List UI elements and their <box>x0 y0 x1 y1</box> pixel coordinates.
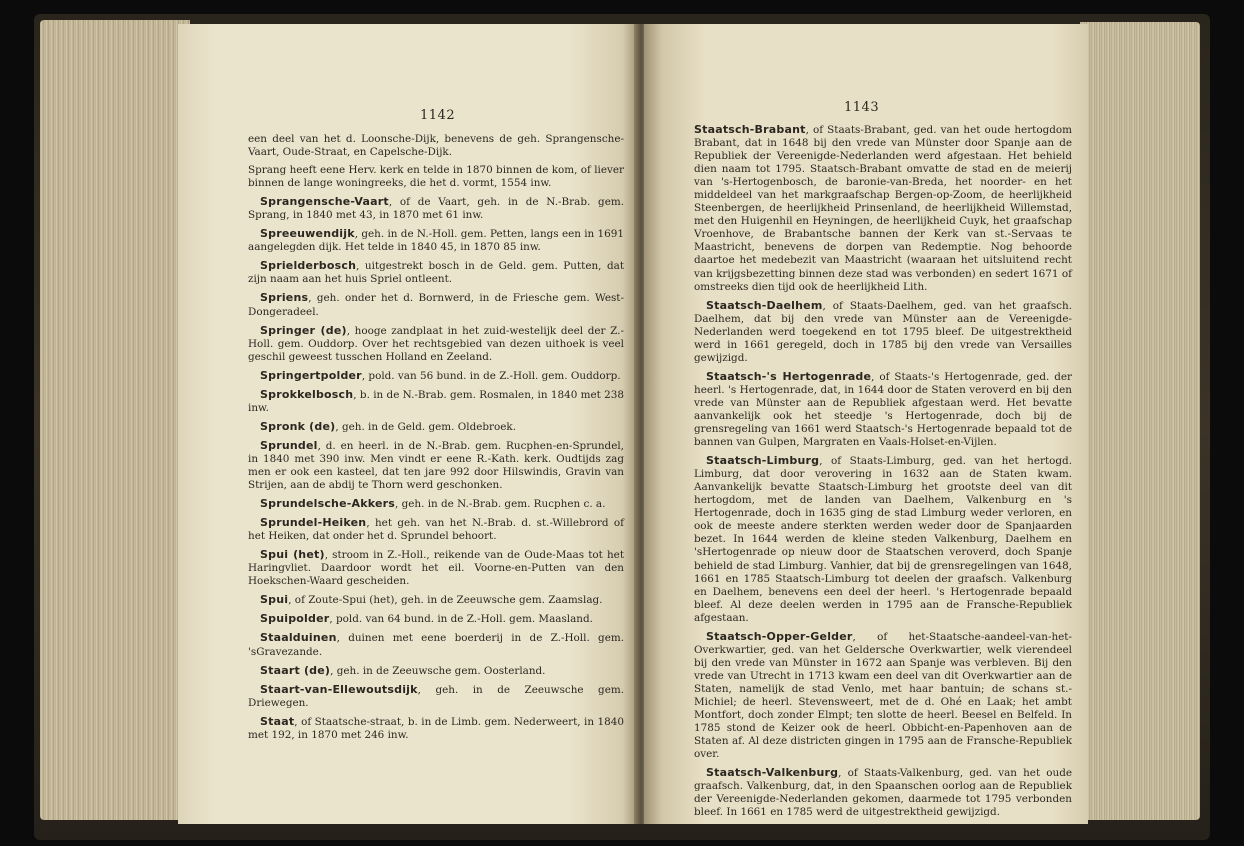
page-edges-right <box>1080 22 1200 820</box>
entry-headword: Staatsch-Daelhem <box>706 298 823 312</box>
dictionary-entry <box>248 664 624 678</box>
entry-text: , geh. in de N.-Brab. gem. Rucphen c. a. <box>395 498 606 511</box>
entry-headword: Staatsch-'s Hertogenrade <box>706 369 872 383</box>
right-page <box>644 24 1088 824</box>
entry-text: , geh. in de Geld. gem. Oldebroek. <box>335 420 517 433</box>
entry-headword: Springer (de) <box>260 323 347 337</box>
entry-headword: Springertpolder <box>260 368 362 382</box>
dictionary-entry <box>248 516 624 543</box>
page-edges-left <box>40 20 190 820</box>
entry-text: , het geh. van het N.-Brab. d. st.-Willebrord of het Heiken, dat onder het d. Sprundel behoort. <box>248 517 624 543</box>
dictionary-entry <box>248 133 624 159</box>
entry-text: , of Zoute-Spui (het), geh. in de Zeeuwsche gem. Zaamslag. <box>288 594 603 607</box>
entry-text: , pold. van 64 bund. in de Z.-Holl. gem. Maasland. <box>329 613 593 626</box>
entry-headword: Sprielderbosch <box>260 259 357 273</box>
dictionary-entry <box>248 259 624 286</box>
dictionary-entry <box>694 370 1072 449</box>
entry-headword: Staart (de) <box>260 663 331 677</box>
dictionary-entry <box>248 420 624 434</box>
entry-headword: Spreeuwendijk <box>260 227 355 241</box>
entry-headword: Staatsch-Opper-Gelder <box>706 629 853 643</box>
dictionary-entry <box>694 299 1072 365</box>
entry-text: , of Staats-'s Hertogenrade, ged. der heerl. 's Hertogenrade, dat, in 1644 door de Staten veroverd en bij den vrede van Münster aan de Republiek afgestaan werd. Het bevatte aanvankelijk ook het steedje 's Hertogenrade, doch bij de grensregeling van 1661 werd Staatsch-'s Hertogenrade bepaald tot de bannen van Gulpen, Margraten en Vaals-Holset-en-Vijlen. <box>694 370 1072 449</box>
entry-text: , uitgestrekt bosch in de Geld. gem. Putten, dat zijn naam aan het huis Spriel ontleent. <box>248 260 624 286</box>
dictionary-entry <box>248 548 624 588</box>
entry-text: , of Staats-Limburg, ged. van het hertogd. Limburg, dat door verovering in 1632 aan de Staten kwam. Aanvankelijk bevatte Staatsch-Limburg het grootste deel van dit hertogdom, met de landen van Daelhem, Valkenburg en 's Hertogenrade, doch in 1635 ging de stad Limburg weder verloren, en ook de meeste andere sterkten werden weder door de Spanjaarden bezet. In 1644 werden de kleine steden Valkenburg, Daelhem en 'sHertogenrade op nieuw door de Staatschen veroverd, doch Spanje behield de stad Limburg. Vanhier, dat bij de grensregelingen van 1648, 1661 en 1785 Staatsch-Limburg tot deelen der graafsch. Valkenburg en Daelhem, benevens een deel der heerl. 's Hertogenrade bepaald bleef. Al deze deelen werden in 1795 aan de Fransche-Republiek afgestaan. <box>694 455 1072 624</box>
entry-text: , b. in de N.-Brab. gem. Rosmalen, in 1840 met 238 inw. <box>248 388 624 414</box>
dictionary-entry <box>248 631 624 658</box>
dictionary-entry <box>248 683 624 710</box>
entry-text: een deel van het d. Loonsche-Dijk, benevens de geh. Sprangensche-Vaart, Oude-Straat, en Capelsche-Dijk. <box>248 133 624 159</box>
entry-headword: Staat <box>260 714 295 728</box>
dictionary-entry <box>248 164 624 190</box>
entry-headword: Spui (het) <box>260 548 325 562</box>
entry-text: , d. en heerl. in de N.-Brab. gem. Rucphen-en-Sprundel, in 1840 met 390 inw. Men vindt er eene R.-Kath. kerk. Oudtijds zag men er ook een kasteel, dat ten jare 992 door Hilswindis, Gravin van Strijen, aan de abdij te Thorn werd geschonken. <box>248 439 624 492</box>
page-number: 1142 <box>420 108 456 123</box>
entry-headword: Staalduinen <box>260 631 337 645</box>
entry-headword: Staatsch-Brabant <box>694 123 806 136</box>
entry-text: , of Staatsche-straat, b. in de Limb. gem. Nederweert, in 1840 met 192, in 1870 met 246 inw. <box>248 715 624 741</box>
entry-headword: Sprundel <box>260 438 318 452</box>
dictionary-entry <box>248 715 624 742</box>
entry-headword: Spuipolder <box>260 612 330 626</box>
dictionary-entry <box>248 439 624 492</box>
dictionary-entry <box>248 195 624 222</box>
dictionary-entry <box>694 454 1072 625</box>
entry-headword: Spronk (de) <box>260 419 336 433</box>
entry-headword: Sprundelsche-Akkers <box>260 497 395 511</box>
left-page <box>178 24 636 824</box>
entry-text: , geh. in de Zeeuwsche gem. Oosterland. <box>330 664 546 677</box>
entry-text: , geh. onder het d. Bornwerd, in de Friesche gem. West-Dongeradeel. <box>248 292 624 318</box>
entry-text: Sprang heeft eene Herv. kerk en telde in 1870 binnen de kom, of liever binnen de lange woningreeks, die het d. vormt, 1554 inw. <box>248 164 624 190</box>
dictionary-entry <box>694 123 1072 294</box>
entry-headword: Staatsch-Limburg <box>706 454 820 468</box>
entry-text: , geh. in de N.-Holl. gem. Petten, langs een in 1691 aangelegden dijk. Het telde in 1840 45, in 1870 85 inw. <box>248 228 624 254</box>
entry-headword: Sprokkelbosch <box>260 387 354 401</box>
entry-text: , geh. in de Zeeuwsche gem. Driewegen. <box>248 683 624 709</box>
entry-text: , of Staats-Brabant, ged. van het oude hertogdom Brabant, dat in 1648 bij den vrede van Münster door Spanje aan de Republiek der Vereenigde-Nederlanden werd afgestaan. Het behield dien naam tot 1795. Staatsch-Brabant omvatte de stad en de meierij van 's-Hertogenbosch, de baronie-van-Breda, het noorder- en het middeldeel van het markgraafschap Bergen-op-Zoom, de heerlijkheid Steenbergen, de heerlijkheid Prinsenland, de heerlijkheid Willemstad, met den Huigenhil en Heyningen, de heerlijkheid Cuyk, het graafschap Vroenhove, de Brabantsche bannen der Kerk van st.-Servaas te Maastricht, benevens de dorpen van Redemptie. Nog behoorde daartoe het medebezit van Maastricht (waaraan het uitsluitend recht van krijgsbezetting binnen deze stad was verbonden) en sedert 1671 of omstreeks dien tijd ook de heerlijkheid Lith. <box>694 124 1072 293</box>
dictionary-entry <box>694 630 1072 761</box>
entry-text: , of de Vaart, geh. in de N.-Brab. gem. Sprang, in 1840 met 43, in 1870 met 61 inw. <box>248 196 624 222</box>
entry-headword: Sprundel-Heiken <box>260 516 367 530</box>
entry-headword: Spriens <box>260 291 309 305</box>
entry-text: , pold. van 56 bund. in de Z.-Holl. gem. Ouddorp. <box>361 369 621 382</box>
text-column <box>248 133 624 747</box>
entry-text: , of Staats-Valkenburg, ged. van het oude graafsch. Valkenburg, dat, in den Spaanschen oorlog aan de Republiek der Vereenigde-Nederlanden gekomen, daarmede tot 1795 verbonden bleef. In 1661 en 1785 werd de uitgestrektheid gewijzigd. <box>694 767 1072 819</box>
entry-text: , stroom in Z.-Holl., reikende van de Oude-Maas tot het Haringvliet. Daardoor wordt het eil. Voorne-en-Putten van den Hoekschen-Waard gescheiden. <box>248 549 624 588</box>
entry-text: , hooge zandplaat in het zuid-westelijk deel der Z.-Holl. gem. Ouddorp. Over het rechtsgebied van dezen uithoek is veel geschil geweest tusschen Holland en Zeeland. <box>248 324 624 363</box>
text-column <box>694 123 1072 824</box>
dictionary-entry <box>248 497 624 511</box>
dictionary-entry <box>248 227 624 254</box>
dictionary-entry <box>694 766 1072 819</box>
entry-headword: Spui <box>260 593 289 607</box>
dictionary-entry <box>248 388 624 415</box>
entry-text: , duinen met eene boerderij in de Z.-Holl. gem. 'sGravezande. <box>248 632 624 658</box>
entry-headword: Staart-van-Ellewoutsdijk <box>260 682 418 696</box>
entry-headword: Staatsch-Valkenburg <box>706 766 839 780</box>
dictionary-entry <box>248 291 624 318</box>
entry-headword: Sprangensche-Vaart <box>260 195 389 209</box>
dictionary-entry <box>248 369 624 383</box>
entry-text: , of het-Staatsche-aandeel-van-het-Overkwartier, ged. van het Geldersche Overkwartier, welk vierendeel bij den vrede van Münster in 1672 aan Spanje was verbleven. Bij den vrede van Utrecht in 1713 kwam een deel van dit Overkwartier aan de Staten, namelijk de stad Venlo, met haar bantuin; de schans st.-Michiel; de heerl. Stevensweert, met de d. Ohé en Laak; het ambt Montfort, doch zonder Elmpt; ten slotte de heerl. Beesel en Belfeld. In 1785 stond de Keizer ook de heerl. Obbicht-en-Papenhoven aan de Staten af. Al deze districten gingen in 1795 aan de Fransche-Republiek over. <box>694 630 1072 761</box>
dictionary-entry <box>248 324 624 364</box>
dictionary-entry <box>248 593 624 607</box>
dictionary-entry <box>248 612 624 626</box>
page-number: 1143 <box>844 100 880 115</box>
entry-text: , of Staats-Daelhem, ged. van het graafsch. Daelhem, dat bij den vrede van Münster aan de Vereenigde-Nederlanden werd toegekend en tot 1795 bleef. De uitgestrektheid werd in 1661 geregeld, doch in 1785 bij den vrede van Versailles gewijzigd. <box>694 299 1072 364</box>
